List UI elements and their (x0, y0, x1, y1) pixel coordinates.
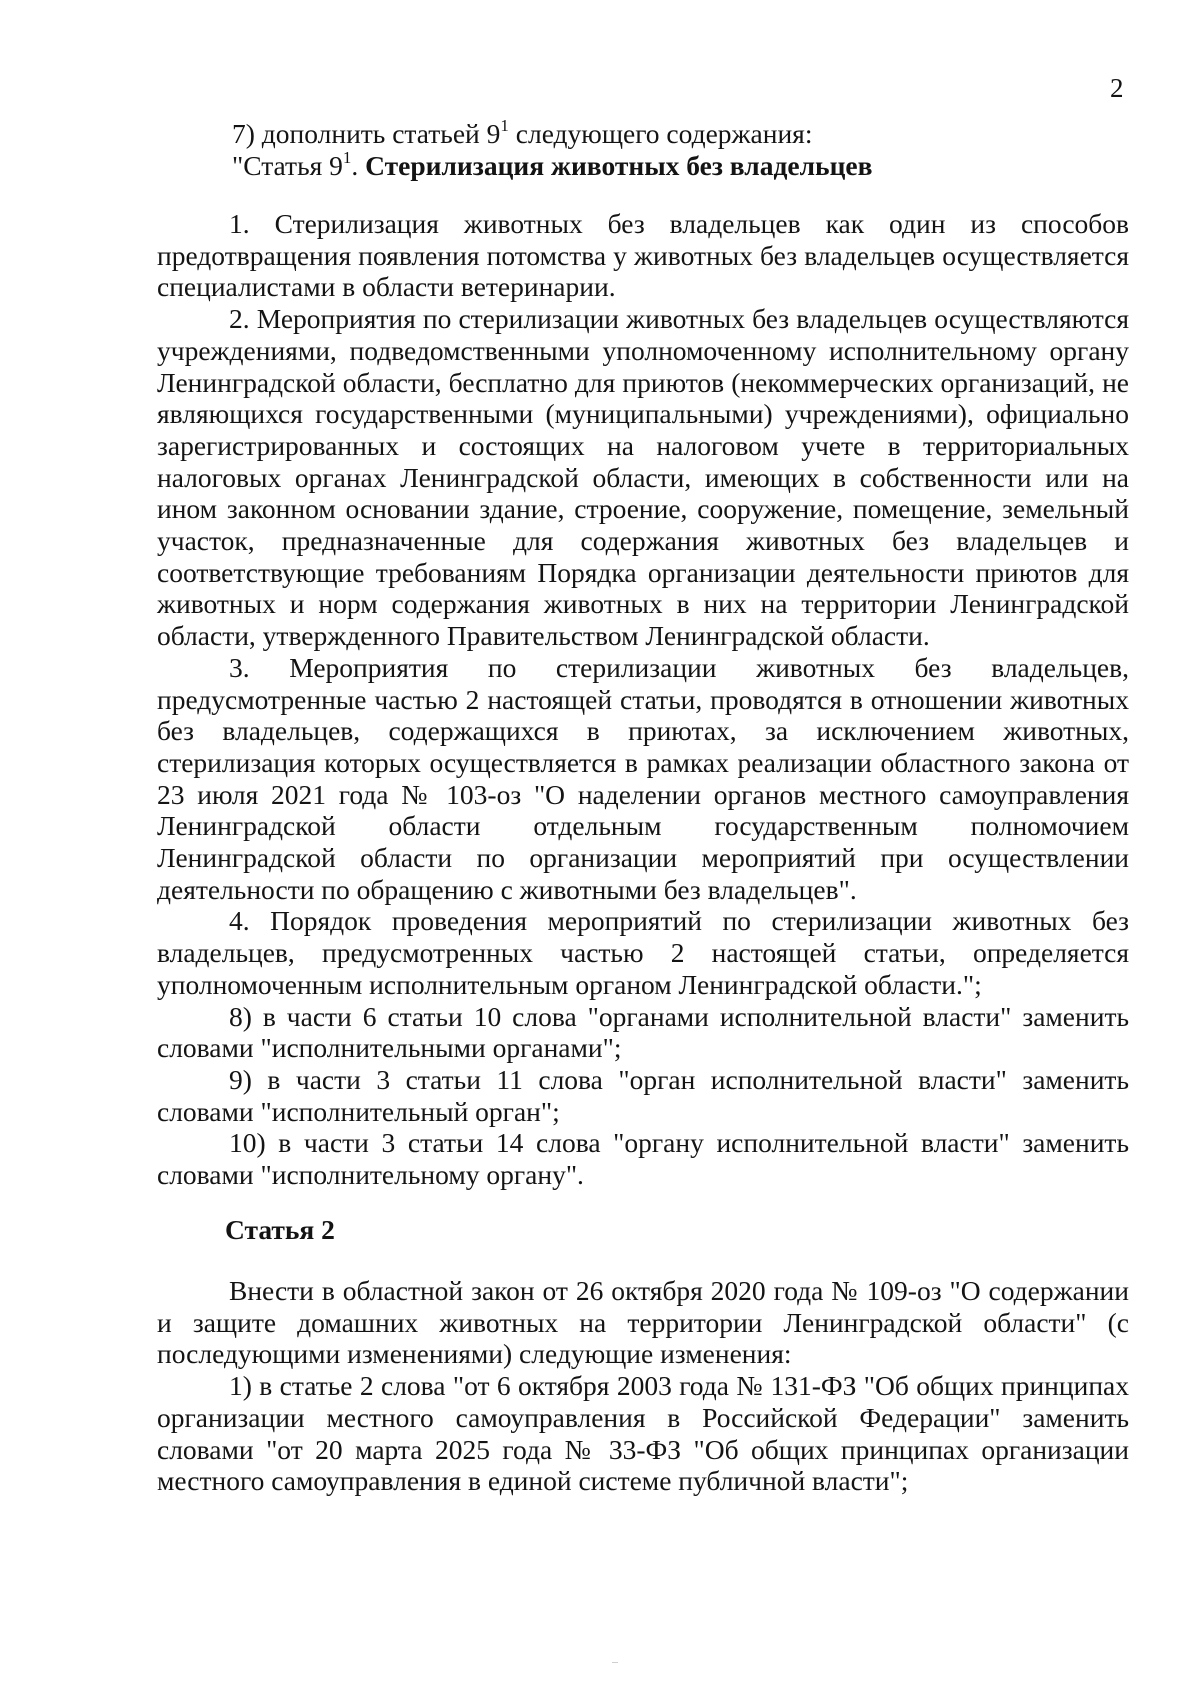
article-9-1-title-line (232, 150, 872, 182)
item7-intro-prefix: 7) дополнить статьей 9 (232, 118, 501, 149)
article-2-intro: Внести в областной закон от 26 октября 2020 года № 109-оз "О содержании и защите домашних животных на территории Ленинградской области" (с последующими изменениями) следующие изменения: (157, 1275, 1129, 1370)
article-label-superscript: 1 (342, 148, 352, 167)
amendment-item-10: 10) в части 3 статьи 14 слова "органу исполнительной власти" заменить словами "исполнительному органу". (157, 1127, 1129, 1191)
article-9-1-paragraph-4: 4. Порядок проведения мероприятий по стерилизации животных без владельцев, предусмотренных частью 2 настоящей статьи, определяется уполномоченным исполнительным органом Ленинградской области."; (157, 905, 1129, 1000)
amendment-item-8: 8) в части 6 статьи 10 слова "органами исполнительной власти" заменить словами "исполнительными органами"; (157, 1000, 1129, 1064)
article-label-prefix: "Статья 9 (232, 150, 343, 181)
item7-intro-suffix: следующего содержания: (508, 118, 813, 149)
article-title: Стерилизация животных без владельцев (365, 150, 873, 181)
scan-artifact-mark (612, 1662, 618, 1663)
article-label-dot: . (351, 150, 366, 181)
page-number: 2 (1110, 73, 1124, 103)
item7-intro-superscript: 1 (500, 116, 509, 135)
article-9-1-paragraph-3: 3. Мероприятия по стерилизации животных без владельцев, предусмотренные частью 2 настоящей статьи, проводятся в отношении животных без владельцев, содержащихся в приютах, за исключением животных, стерилизация которых осуществляется в рамках реализации областного закона от 23 июля 2021 года № 103-оз "О наделении органов местного самоуправления Ленинградской области отдельным государственным полномочием Ленинградской области по организации мероприятий при осуществлении деятельности по обращению с животными без владельцев". (157, 651, 1129, 905)
article-9-1-body (157, 208, 1129, 1191)
article-9-1-paragraph-1: 1. Стерилизация животных без владельцев как один из способов предотвращения появления потомства у животных без владельцев осуществляется специалистами в области ветеринарии. (157, 208, 1129, 303)
article-2-item-1: 1) в статье 2 слова "от 6 октября 2003 года № 131-ФЗ "Об общих принципах организации местного самоуправления в Российской Федерации" заменить словами "от 20 марта 2025 года № 33-ФЗ "Об общих принципах организации местного самоуправления в единой системе публичной власти"; (157, 1370, 1129, 1497)
article-2-heading: Статья 2 (225, 1214, 335, 1245)
article-9-1-paragraph-2: 2. Мероприятия по стерилизации животных без владельцев осуществляются учреждениями, подведомственными уполномоченному исполнительному органу Ленинградской области, бесплатно для приютов (некоммерческих организаций, не являющихся государственными (муниципальными) учреждениями), официально зарегистрированных и состоящих на налоговом учете в территориальных налоговых органах Ленинградской области, имеющих в собственности или на ином законном основании здание, строение, сооружение, помещение, земельный участок, предназначенные для содержания животных без владельцев и соответствующие требованиям Порядка организации деятельности приютов для животных и норм содержания животных в них на территории Ленинградской области, утвержденного Правительством Ленинградской области. (157, 303, 1129, 652)
amendment-item-9: 9) в части 3 статьи 11 слова "орган исполнительной власти" заменить словами "исполнительный орган"; (157, 1063, 1129, 1127)
article-2-body (157, 1275, 1129, 1497)
item7-intro-line (232, 118, 812, 150)
